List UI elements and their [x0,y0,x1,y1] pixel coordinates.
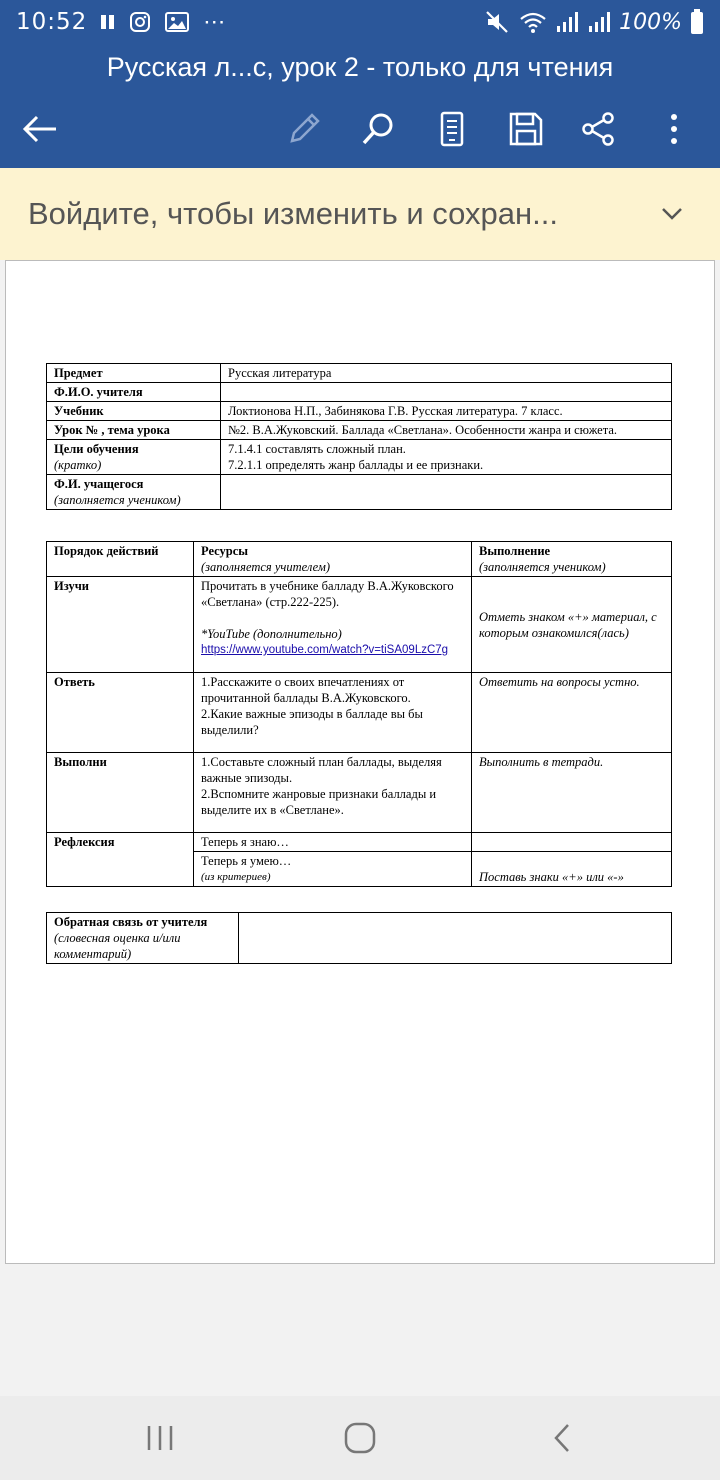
home-icon [343,1421,377,1455]
resource-text: 2.Какие важные эпизоды в балладе вы бы выделили? [201,707,423,737]
info-value-line: 7.1.4.1 составлять сложный план. [228,442,406,456]
table-row [47,673,672,753]
gallery-icon [165,11,189,33]
chevron-left-icon [551,1422,573,1454]
status-time: 10:52 [16,9,88,35]
wifi-icon [519,10,547,34]
table-row [47,577,672,673]
resource-text: *YouTube (дополнительно) [201,627,342,641]
resources-cell [194,852,472,887]
resource-text: 1.Расскажите о своих впечатлениях от прочитанной баллады В.А.Жуковского. [201,675,411,705]
info-value: Русская литература [221,364,672,383]
pause-icon [101,14,115,30]
header-execution-sub: (заполняется учеником) [479,560,606,574]
step-izuchi: Изучи [47,577,194,673]
resource-text: 2.Вспомните жанровые признаки баллады и выделите их в «Светлане». [201,787,437,817]
resource-text: Прочитать в учебнике балладу В.А.Жуковского «Светлана» (стр.222-225). [201,579,454,609]
home-button[interactable] [338,1416,382,1460]
execution-text: Выполнить в тетради. [472,753,672,833]
execution-text: Поставь знаки «+» или «-» [472,852,672,887]
info-label: Предмет [47,364,221,383]
search-icon [360,111,396,147]
toolbar [0,90,720,168]
signin-banner[interactable] [0,168,720,260]
feedback-label: Обратная связь от учителя [54,915,208,929]
info-value [221,475,672,510]
table-row [47,753,672,833]
share-button[interactable] [576,107,620,151]
execution-text: Отметь знаком «+» материал, с которым ознакомился(лась) [472,577,672,673]
table-row [47,402,672,421]
feedback-label-cell [47,913,239,964]
execution-empty [472,833,672,852]
info-label-cell [47,440,221,475]
reading-view-icon [437,111,467,147]
resources-cell [194,753,472,833]
navigation-bar [0,1396,720,1480]
table-row [47,364,672,383]
share-icon [580,111,616,147]
instagram-icon [129,11,151,33]
header-resources-sub: (заполняется учителем) [201,560,330,574]
info-sublabel: (кратко) [54,458,102,472]
info-value: Локтионова Н.П., Забинякова Г.В. Русская литература. 7 класс. [221,402,672,421]
resource-text: 1.Составьте сложный план баллады, выделяя важные эпизоды. [201,755,442,785]
pencil-icon [286,111,322,147]
header-execution: Выполнение [479,544,551,558]
header-execution-cell [472,542,672,577]
back-nav-button[interactable] [540,1416,584,1460]
info-label: Учебник [47,402,221,421]
signin-banner-text: Войдите, чтобы изменить и сохран... [28,196,558,231]
battery-percent: 100% [619,9,682,35]
signal-icon-1 [555,10,579,34]
info-label-cell [47,475,221,510]
more-options-button[interactable] [652,107,696,151]
battery-icon [690,9,704,35]
table-row [47,833,672,852]
table-row [47,421,672,440]
step-vypolni: Выполни [47,753,194,833]
info-sublabel: (заполняется учеником) [54,493,181,507]
mute-icon [485,10,511,34]
more-notifications-icon: ⋯ [203,9,226,34]
youtube-link[interactable]: https://www.youtube.com/watch?v=tiSA09LzC7g [201,644,449,656]
save-icon [508,111,544,147]
plan-table [46,541,672,887]
feedback-table [46,912,672,964]
info-label: Цели обучения [54,442,139,456]
recent-apps-button[interactable] [138,1416,182,1460]
table-row [47,440,672,475]
save-button[interactable] [504,107,548,151]
resources-cell [194,673,472,753]
step-otvet: Ответь [47,673,194,753]
info-label: Ф.И. учащегося [54,477,144,491]
info-table [46,363,672,510]
table-header-row [47,542,672,577]
chevron-down-icon[interactable] [652,194,692,234]
feedback-sublabel: (словесная оценка и/или комментарий) [54,931,181,961]
more-vertical-icon [668,111,680,147]
info-value [221,383,672,402]
header-resources: Ресурсы [201,544,249,558]
document-page[interactable] [5,260,715,1264]
back-button[interactable] [18,107,62,151]
table-row [47,475,672,510]
table-row [47,383,672,402]
info-value-line: 7.2.1.1 определять жанр баллады и ее признаки. [228,458,484,472]
arrow-left-icon [22,115,58,143]
header-resources-cell [194,542,472,577]
search-button[interactable] [356,107,400,151]
status-bar [0,0,720,44]
signal-icon-2 [587,10,611,34]
info-label: Урок № , тема урока [47,421,221,440]
header-steps: Порядок действий [47,542,194,577]
resource-text: Теперь я умею… [201,854,292,868]
recent-apps-icon [145,1423,175,1453]
table-row [47,913,672,964]
reading-view-button[interactable] [430,107,474,151]
feedback-value [239,913,672,964]
resources-cell [194,577,472,673]
info-value-cell [221,440,672,475]
info-label: Ф.И.О. учителя [47,383,221,402]
info-value: №2. В.А.Жуковский. Баллада «Светлана». Особенности жанра и сюжета. [221,421,672,440]
edit-button[interactable] [282,107,326,151]
document-title: Русская л...с, урок 2 - только для чтения [0,44,720,90]
execution-text: Ответить на вопросы устно. [472,673,672,753]
step-refleksiya: Рефлексия [47,833,194,887]
resource-sub: (из критериев) [201,871,271,883]
resource-text: Теперь я знаю… [194,833,472,852]
